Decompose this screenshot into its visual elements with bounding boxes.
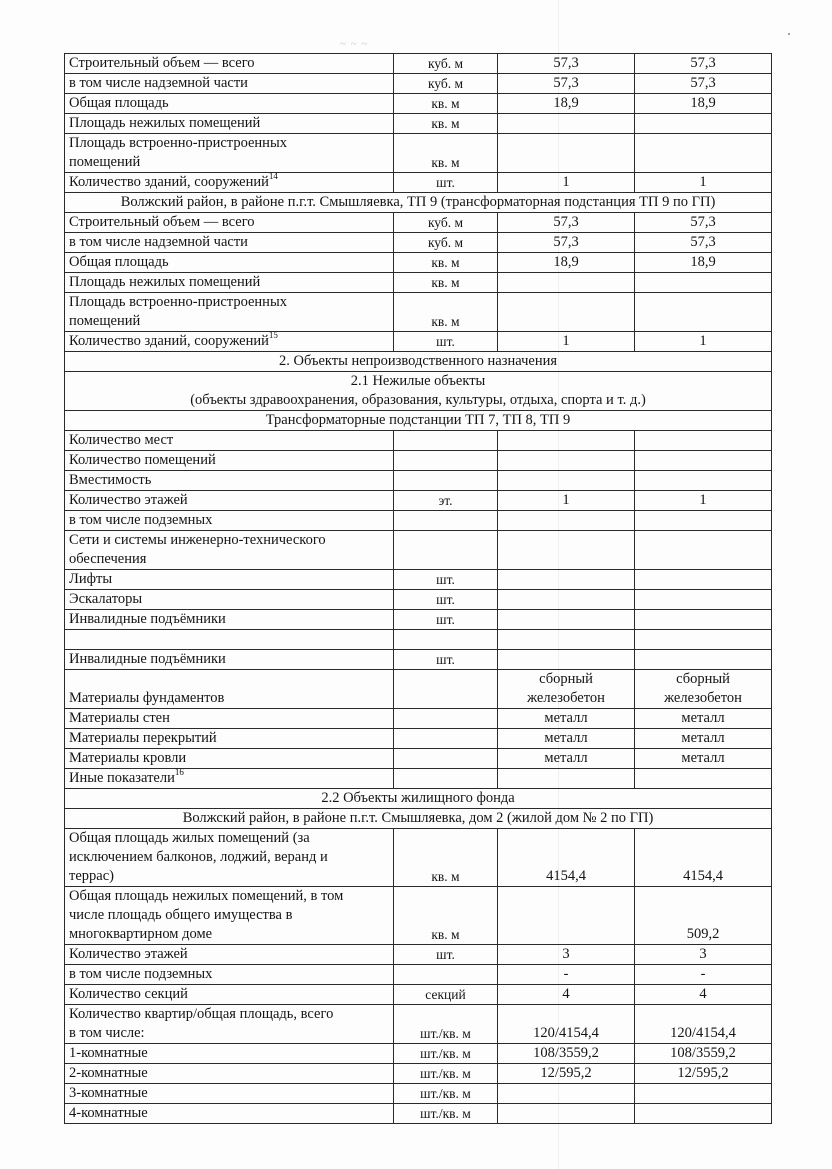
row-value-2: 120/4154,4 <box>635 1005 772 1044</box>
row-value-1 <box>498 610 635 630</box>
row-label: Количество мест <box>65 431 394 451</box>
row-value-1 <box>498 273 635 293</box>
table-row <box>65 1104 772 1124</box>
row-value-2: 57,3 <box>635 213 772 233</box>
row-label: Общая площадь <box>65 253 394 273</box>
table-row <box>65 610 772 630</box>
row-unit <box>394 451 498 471</box>
row-value-1: 120/4154,4 <box>498 1005 635 1044</box>
row-value-1: 1 <box>498 491 635 511</box>
row-value-2: 4154,4 <box>635 829 772 887</box>
row-label-line: террас) <box>69 868 114 884</box>
table-row <box>65 451 772 471</box>
row-value-2 <box>635 114 772 134</box>
table-row <box>65 491 772 511</box>
row-unit: шт. <box>394 173 498 193</box>
row-unit: кв. м <box>394 114 498 134</box>
row-label-line: Сети и системы инженерно-технического <box>69 532 326 548</box>
footnote-ref: 16 <box>174 768 184 777</box>
row-value-1 <box>498 887 635 945</box>
row-value-1: 57,3 <box>498 74 635 94</box>
table-row <box>65 431 772 451</box>
row-value-2: 3 <box>635 945 772 965</box>
row-label-line: помещений <box>69 313 141 329</box>
row-label-line: Площадь встроенно-пристроенных <box>69 294 287 310</box>
subsection-heading-housing: 2.2 Объекты жилищного фонда <box>65 789 772 809</box>
row-value-2 <box>635 650 772 670</box>
row-unit <box>394 965 498 985</box>
footnote-ref: 15 <box>268 331 278 340</box>
row-value-2: 1 <box>635 491 772 511</box>
row-label: Количество этажей <box>65 491 394 511</box>
row-value-2: - <box>635 965 772 985</box>
row-unit: кв. м <box>394 273 498 293</box>
row-label: в том числе надземной части <box>65 74 394 94</box>
row-value-2 <box>635 134 772 173</box>
subsection-heading-row <box>65 789 772 809</box>
object-heading-row <box>65 411 772 431</box>
row-label: Количество помещений <box>65 451 394 471</box>
row-value-1: 108/3559,2 <box>498 1044 635 1064</box>
row-value-2: металл <box>635 709 772 729</box>
table-row <box>65 1084 772 1104</box>
table-row <box>65 1044 772 1064</box>
row-value-1: 57,3 <box>498 233 635 253</box>
row-label <box>65 630 394 650</box>
table-row <box>65 829 772 887</box>
subsection-heading-row <box>65 372 772 411</box>
footnote-ref: 14 <box>268 172 278 181</box>
row-value-2 <box>635 1104 772 1124</box>
row-value-1 <box>498 650 635 670</box>
row-value-1: 57,3 <box>498 213 635 233</box>
row-value-2 <box>635 273 772 293</box>
table-row <box>65 1005 772 1044</box>
row-value-1 <box>498 1104 635 1124</box>
table-row <box>65 1064 772 1084</box>
row-value-2: 108/3559,2 <box>635 1044 772 1064</box>
row-value-2: 1 <box>635 173 772 193</box>
row-label: Эскалаторы <box>65 590 394 610</box>
table-row <box>65 273 772 293</box>
row-value-2 <box>635 630 772 650</box>
table-row <box>65 134 772 173</box>
row-label: 1-комнатные <box>65 1044 394 1064</box>
section-heading-row <box>65 352 772 372</box>
row-value-2: 18,9 <box>635 94 772 114</box>
row-value-2: 4 <box>635 985 772 1005</box>
row-label: 4-комнатные <box>65 1104 394 1124</box>
row-label <box>65 531 394 570</box>
row-label: Площадь нежилых помещений <box>65 273 394 293</box>
row-value-2 <box>635 1084 772 1104</box>
row-value-2: металл <box>635 729 772 749</box>
row-value-1 <box>498 769 635 789</box>
row-label <box>65 887 394 945</box>
row-unit <box>394 431 498 451</box>
row-unit <box>394 511 498 531</box>
row-value-2 <box>635 531 772 570</box>
row-value-1 <box>498 431 635 451</box>
row-unit: куб. м <box>394 54 498 74</box>
row-label: Лифты <box>65 570 394 590</box>
row-value-1: 57,3 <box>498 54 635 74</box>
row-label-line: Количество квартир/общая площадь, всего <box>69 1006 334 1022</box>
table-row <box>65 531 772 570</box>
row-value-2 <box>635 610 772 630</box>
row-value-2 <box>635 293 772 332</box>
row-value-1 <box>498 511 635 531</box>
row-unit: кв. м <box>394 134 498 173</box>
row-unit: шт. <box>394 570 498 590</box>
row-label: Количество секций <box>65 985 394 1005</box>
row-unit: шт./кв. м <box>394 1084 498 1104</box>
table-row-empty <box>65 630 772 650</box>
row-value-1 <box>498 293 635 332</box>
row-value-2: 57,3 <box>635 54 772 74</box>
table-row <box>65 887 772 945</box>
row-value-1 <box>498 531 635 570</box>
table-row <box>65 650 772 670</box>
row-label-line: обеспечения <box>69 551 147 567</box>
row-unit: кв. м <box>394 253 498 273</box>
row-value-2 <box>635 590 772 610</box>
table-row <box>65 114 772 134</box>
row-label <box>65 134 394 173</box>
row-unit: кв. м <box>394 293 498 332</box>
row-label-line: числе площадь общего имущества в <box>69 907 293 923</box>
row-label-text: Иные показатели <box>69 770 175 786</box>
object-heading-tp9: Волжский район, в районе п.г.т. Смышляевка, ТП 9 (трансформаторная подстанция ТП 9 по ГП) <box>65 193 772 213</box>
row-unit: шт./кв. м <box>394 1044 498 1064</box>
table-row <box>65 670 772 709</box>
row-unit: куб. м <box>394 213 498 233</box>
value-line: сборный <box>676 671 730 687</box>
row-label: Количество этажей <box>65 945 394 965</box>
subsection-subtitle: (объекты здравоохранения, образования, культуры, отдыха, спорта и т. д.) <box>190 392 646 408</box>
row-label: Общая площадь <box>65 94 394 114</box>
row-unit: шт./кв. м <box>394 1005 498 1044</box>
object-heading-row <box>65 193 772 213</box>
row-label-line: в том числе: <box>69 1025 145 1041</box>
row-label-line: Площадь встроенно-пристроенных <box>69 135 287 151</box>
row-label: 3-комнатные <box>65 1084 394 1104</box>
row-unit: эт. <box>394 491 498 511</box>
value-line: железобетон <box>527 690 605 706</box>
table-row <box>65 769 772 789</box>
subsection-title: 2.1 Нежилые объекты <box>350 373 486 389</box>
row-label: Строительный объем — всего <box>65 213 394 233</box>
row-unit: куб. м <box>394 233 498 253</box>
row-label: в том числе подземных <box>65 511 394 531</box>
value-line: сборный <box>539 671 593 687</box>
row-value-2: 57,3 <box>635 74 772 94</box>
row-label: Вместимость <box>65 471 394 491</box>
row-unit <box>394 531 498 570</box>
row-label: в том числе надземной части <box>65 233 394 253</box>
row-value-1: 18,9 <box>498 253 635 273</box>
table-row <box>65 94 772 114</box>
row-value-1 <box>498 670 635 709</box>
row-label: Материалы кровли <box>65 749 394 769</box>
section-heading: 2. Объекты непроизводственного назначения <box>65 352 772 372</box>
row-unit <box>394 630 498 650</box>
row-label: Материалы перекрытий <box>65 729 394 749</box>
row-unit: шт. <box>394 590 498 610</box>
row-value-1: металл <box>498 729 635 749</box>
row-label-line: помещений <box>69 154 141 170</box>
row-value-1: 18,9 <box>498 94 635 114</box>
row-label-line: исключением балконов, лоджий, веранд и <box>69 849 328 865</box>
row-value-2: 12/595,2 <box>635 1064 772 1084</box>
row-unit <box>394 709 498 729</box>
table-row <box>65 590 772 610</box>
row-label-line: Общая площадь жилых помещений (за <box>69 830 310 846</box>
row-label-line: многоквартирном доме <box>69 926 213 942</box>
row-unit: кв. м <box>394 829 498 887</box>
table-row <box>65 749 772 769</box>
scan-speck <box>788 33 790 35</box>
row-label <box>65 769 394 789</box>
row-label: в том числе подземных <box>65 965 394 985</box>
row-unit: кв. м <box>394 94 498 114</box>
row-label: Площадь нежилых помещений <box>65 114 394 134</box>
table-row <box>65 985 772 1005</box>
row-value-1 <box>498 630 635 650</box>
row-unit: куб. м <box>394 74 498 94</box>
row-value-2: 1 <box>635 332 772 352</box>
row-value-2 <box>635 670 772 709</box>
row-label: Материалы стен <box>65 709 394 729</box>
row-unit: шт. <box>394 650 498 670</box>
row-unit <box>394 769 498 789</box>
row-label: Материалы фундаментов <box>65 670 394 709</box>
object-heading-row <box>65 809 772 829</box>
row-value-1 <box>498 114 635 134</box>
row-value-1 <box>498 590 635 610</box>
row-value-2 <box>635 451 772 471</box>
table-row <box>65 511 772 531</box>
table-row <box>65 293 772 332</box>
row-label: Строительный объем — всего <box>65 54 394 74</box>
row-label <box>65 332 394 352</box>
row-unit: кв. м <box>394 887 498 945</box>
row-unit <box>394 729 498 749</box>
row-value-2 <box>635 511 772 531</box>
table-row <box>65 173 772 193</box>
row-value-2 <box>635 769 772 789</box>
table-row <box>65 213 772 233</box>
row-value-2 <box>635 570 772 590</box>
value-line: железобетон <box>664 690 742 706</box>
row-unit: шт. <box>394 610 498 630</box>
row-value-2 <box>635 431 772 451</box>
row-value-2: 509,2 <box>635 887 772 945</box>
row-unit: шт./кв. м <box>394 1064 498 1084</box>
row-value-1: 4154,4 <box>498 829 635 887</box>
row-value-1 <box>498 451 635 471</box>
row-label <box>65 1005 394 1044</box>
table-row <box>65 74 772 94</box>
row-label <box>65 293 394 332</box>
table-row <box>65 253 772 273</box>
faint-stamp-mark: ~ ~ ~ <box>340 38 369 50</box>
row-unit <box>394 471 498 491</box>
row-label: Инвалидные подъёмники <box>65 650 394 670</box>
row-value-2: 18,9 <box>635 253 772 273</box>
table-row <box>65 332 772 352</box>
row-value-1 <box>498 471 635 491</box>
row-value-1 <box>498 1084 635 1104</box>
row-value-1 <box>498 570 635 590</box>
row-value-1: 3 <box>498 945 635 965</box>
row-label-text: Количество зданий, сооружений <box>69 174 269 190</box>
table-row <box>65 729 772 749</box>
row-unit: шт./кв. м <box>394 1104 498 1124</box>
row-value-2: 57,3 <box>635 233 772 253</box>
object-heading-house2: Волжский район, в районе п.г.т. Смышляевка, дом 2 (жилой дом № 2 по ГП) <box>65 809 772 829</box>
table-row <box>65 709 772 729</box>
row-value-1: - <box>498 965 635 985</box>
row-value-1: металл <box>498 709 635 729</box>
table-row <box>65 233 772 253</box>
row-unit: шт. <box>394 332 498 352</box>
row-label: 2-комнатные <box>65 1064 394 1084</box>
indicators-table <box>64 53 772 1124</box>
table-row <box>65 471 772 491</box>
row-value-2 <box>635 471 772 491</box>
table-row <box>65 570 772 590</box>
row-value-1: 12/595,2 <box>498 1064 635 1084</box>
row-value-1: 1 <box>498 173 635 193</box>
table-row <box>65 54 772 74</box>
row-value-1 <box>498 134 635 173</box>
row-label <box>65 173 394 193</box>
row-value-1: 1 <box>498 332 635 352</box>
row-unit <box>394 749 498 769</box>
row-unit: шт. <box>394 945 498 965</box>
row-unit <box>394 670 498 709</box>
subsection-heading <box>65 372 772 411</box>
object-heading-substations: Трансформаторные подстанции ТП 7, ТП 8, ТП 9 <box>65 411 772 431</box>
table-row <box>65 965 772 985</box>
row-label-line: Общая площадь нежилых помещений, в том <box>69 888 344 904</box>
row-label-text: Количество зданий, сооружений <box>69 333 269 349</box>
table-row <box>65 945 772 965</box>
row-label: Инвалидные подъёмники <box>65 610 394 630</box>
row-value-2: металл <box>635 749 772 769</box>
row-value-1: 4 <box>498 985 635 1005</box>
row-unit: секций <box>394 985 498 1005</box>
row-value-1: металл <box>498 749 635 769</box>
row-label <box>65 829 394 887</box>
